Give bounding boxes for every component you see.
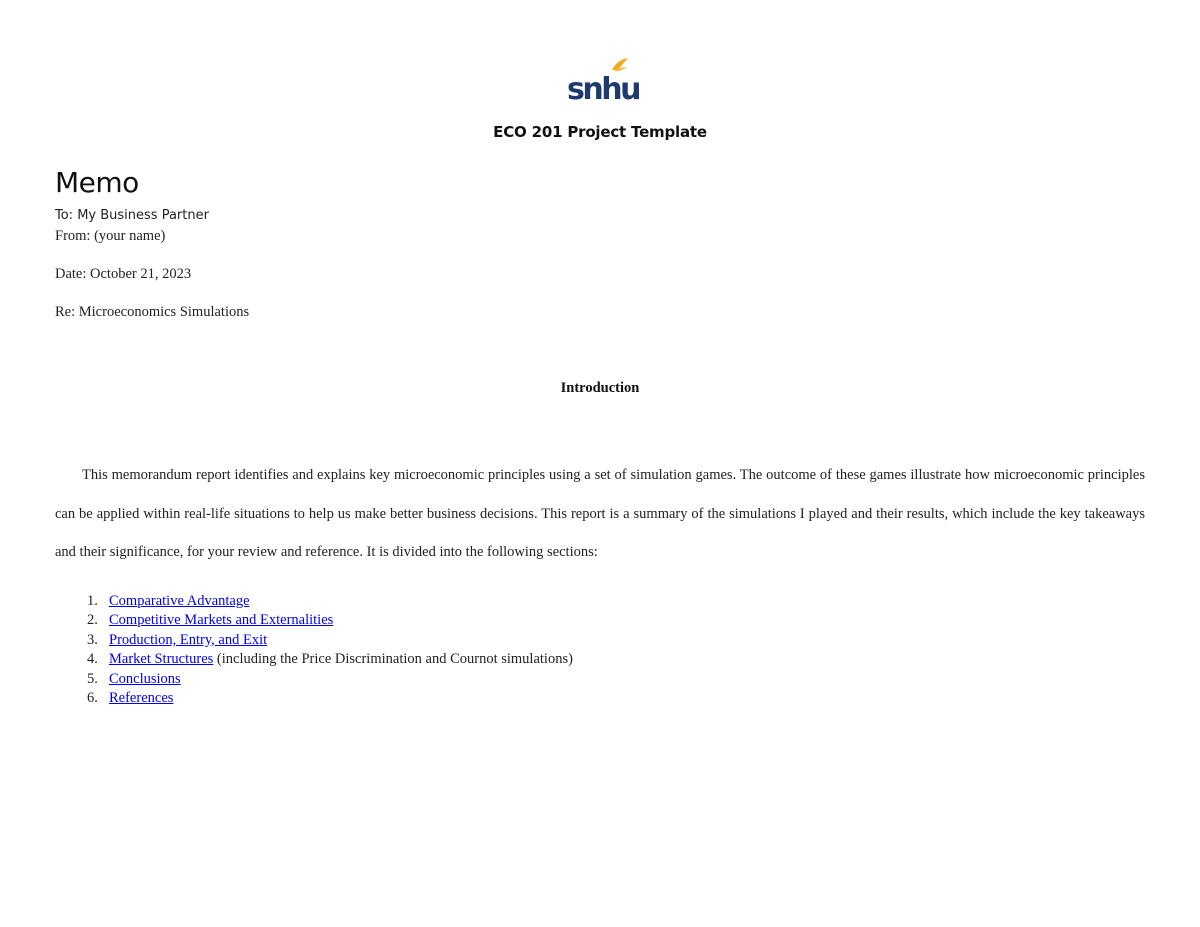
list-suffix: (including the Price Discrimination and Cournot simulations) — [213, 651, 573, 668]
list-number: 4. — [87, 651, 98, 668]
list-number: 5. — [87, 670, 98, 687]
section-list — [55, 592, 573, 708]
section-link-references[interactable]: References — [109, 689, 174, 706]
list-number: 2. — [87, 612, 98, 629]
list-item — [55, 650, 573, 669]
list-item — [55, 689, 573, 708]
list-item — [55, 592, 573, 611]
list-item — [55, 670, 573, 689]
snhu-logo — [566, 56, 639, 107]
section-link-competitive-markets[interactable]: Competitive Markets and Externalities — [109, 612, 334, 629]
memo-heading: Memo — [55, 166, 139, 199]
list-number: 6. — [87, 689, 98, 706]
memo-subject: Re: Microeconomics Simulations — [55, 304, 250, 320]
introduction-paragraph: This memorandum report identifies and explains key microeconomic principles using a set of simulation games. The outcome of these games illustrate how microeconomic principles can be applied within real-life situations to help us make better business decisions. This report is a summary of the simulations I played and their results, which include the key takeaways and their significance, for your review and reference. It is divided into the following sections: — [55, 467, 1145, 560]
memo-from: From: (your name) — [55, 228, 166, 244]
snhu-logo-icon — [566, 56, 639, 107]
section-link-comparative-advantage[interactable]: Comparative Advantage — [109, 593, 250, 609]
memo-to: To: My Business Partner — [55, 208, 209, 223]
memo-date: Date: October 21, 2023 — [55, 266, 192, 282]
section-link-market-structures[interactable]: Market Structures — [109, 651, 214, 668]
list-item — [55, 611, 573, 630]
introduction-heading: Introduction — [560, 380, 640, 396]
logo-text: snhu — [567, 72, 639, 107]
list-number: 1. — [87, 593, 98, 609]
section-link-production-entry-exit[interactable]: Production, Entry, and Exit — [109, 631, 268, 648]
list-number: 3. — [87, 631, 98, 648]
section-link-conclusions[interactable]: Conclusions — [109, 670, 181, 687]
document-title: ECO 201 Project Template — [493, 123, 707, 141]
list-item — [55, 631, 573, 650]
